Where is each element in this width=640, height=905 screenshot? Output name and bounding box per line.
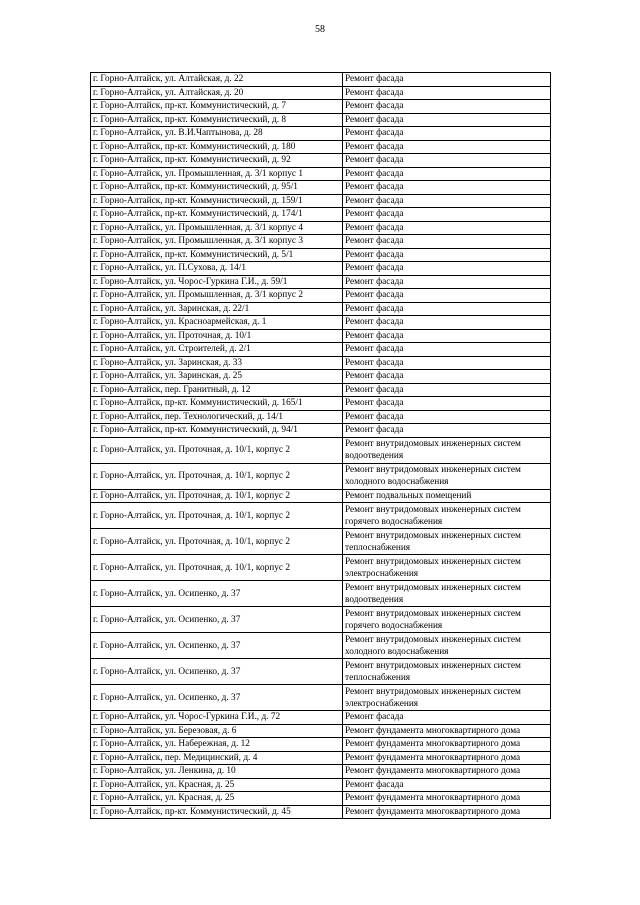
- address-cell: г. Горно-Алтайск, пр-кт. Коммунистический, д. 8: [91, 113, 343, 127]
- address-cell: г. Горно-Алтайск, пер. Медицинский, д. 4: [91, 751, 343, 765]
- work-type-cell: Ремонт внутридомовых инженерных систем горячего водоснабжения: [343, 607, 551, 633]
- table-row: [91, 100, 551, 114]
- address-cell: г. Горно-Алтайск, ул. Осипенко, д. 37: [91, 581, 343, 607]
- address-cell: г. Горно-Алтайск, пр-кт. Коммунистический, д. 45: [91, 805, 343, 819]
- table-row: [91, 633, 551, 659]
- work-type-cell: Ремонт фасада: [343, 221, 551, 235]
- table-row: [91, 235, 551, 249]
- work-type-cell: Ремонт внутридомовых инженерных систем теплоснабжения: [343, 529, 551, 555]
- table-row: [91, 181, 551, 195]
- address-cell: г. Горно-Алтайск, ул. Промышленная, д. 3/1 корпус 1: [91, 167, 343, 181]
- address-cell: г. Горно-Алтайск, ул. Ленкина, д. 10: [91, 765, 343, 779]
- address-cell: г. Горно-Алтайск, ул. В.И.Чаптынова, д. 28: [91, 127, 343, 141]
- work-type-cell: Ремонт фасада: [343, 113, 551, 127]
- works-table: [90, 72, 551, 819]
- address-cell: г. Горно-Алтайск, ул. Проточная, д. 10/1: [91, 329, 343, 343]
- table-row: [91, 489, 551, 503]
- work-type-cell: Ремонт фасада: [343, 235, 551, 249]
- table-row: [91, 659, 551, 685]
- table-row: [91, 329, 551, 343]
- work-type-cell: Ремонт фасада: [343, 73, 551, 87]
- table-row: [91, 751, 551, 765]
- table-row: [91, 685, 551, 711]
- address-cell: г. Горно-Алтайск, ул. Промышленная, д. 3/1 корпус 2: [91, 289, 343, 303]
- table-row: [91, 73, 551, 87]
- page-number: 58: [315, 24, 325, 35]
- address-cell: г. Горно-Алтайск, ул. Чорос-Гуркина Г.И., д. 72: [91, 711, 343, 725]
- table-row: [91, 463, 551, 489]
- table-row: [91, 424, 551, 438]
- work-type-cell: Ремонт внутридомовых инженерных систем электроснабжения: [343, 685, 551, 711]
- table-row: [91, 140, 551, 154]
- work-type-cell: Ремонт внутридомовых инженерных систем водоотведения: [343, 581, 551, 607]
- table-row: [91, 410, 551, 424]
- address-cell: г. Горно-Алтайск, пр-кт. Коммунистический, д. 92: [91, 154, 343, 168]
- table-row: [91, 316, 551, 330]
- table-row: [91, 581, 551, 607]
- address-cell: г. Горно-Алтайск, ул. Красная, д. 25: [91, 792, 343, 806]
- work-type-cell: Ремонт фасада: [343, 410, 551, 424]
- work-type-cell: Ремонт фасада: [343, 181, 551, 195]
- work-type-cell: Ремонт внутридомовых инженерных систем холодного водоснабжения: [343, 633, 551, 659]
- work-type-cell: Ремонт фундамента многоквартирного дома: [343, 765, 551, 779]
- work-type-cell: Ремонт внутридомовых инженерных систем холодного водоснабжения: [343, 463, 551, 489]
- address-cell: г. Горно-Алтайск, ул. Осипенко, д. 37: [91, 633, 343, 659]
- table-row: [91, 262, 551, 276]
- address-cell: г. Горно-Алтайск, ул. Осипенко, д. 37: [91, 659, 343, 685]
- work-type-cell: Ремонт фасада: [343, 154, 551, 168]
- table-row: [91, 356, 551, 370]
- work-type-cell: Ремонт внутридомовых инженерных систем водоотведения: [343, 437, 551, 463]
- work-type-cell: Ремонт фасада: [343, 194, 551, 208]
- work-type-cell: Ремонт внутридомовых инженерных систем электроснабжения: [343, 555, 551, 581]
- table-row: [91, 778, 551, 792]
- table-row: [91, 805, 551, 819]
- work-type-cell: Ремонт фундамента многоквартирного дома: [343, 792, 551, 806]
- work-type-cell: Ремонт фундамента многоквартирного дома: [343, 738, 551, 752]
- work-type-cell: Ремонт фасада: [343, 343, 551, 357]
- work-type-cell: Ремонт фасада: [343, 778, 551, 792]
- address-cell: г. Горно-Алтайск, пер. Технологический, д. 14/1: [91, 410, 343, 424]
- address-cell: г. Горно-Алтайск, пр-кт. Коммунистический, д. 94/1: [91, 424, 343, 438]
- work-type-cell: Ремонт фасада: [343, 127, 551, 141]
- address-cell: г. Горно-Алтайск, пр-кт. Коммунистический, д. 159/1: [91, 194, 343, 208]
- table-row: [91, 302, 551, 316]
- work-type-cell: Ремонт внутридомовых инженерных систем горячего водоснабжения: [343, 503, 551, 529]
- work-type-cell: Ремонт фасада: [343, 711, 551, 725]
- address-cell: г. Горно-Алтайск, ул. Заринская, д. 22/1: [91, 302, 343, 316]
- address-cell: г. Горно-Алтайск, ул. Заринская, д. 33: [91, 356, 343, 370]
- table-row: [91, 765, 551, 779]
- table-row: [91, 86, 551, 100]
- address-cell: г. Горно-Алтайск, ул. Промышленная, д. 3/1 корпус 3: [91, 235, 343, 249]
- work-type-cell: Ремонт фасада: [343, 140, 551, 154]
- address-cell: г. Горно-Алтайск, ул. Проточная, д. 10/1, корпус 2: [91, 529, 343, 555]
- address-cell: г. Горно-Алтайск, ул. Осипенко, д. 37: [91, 685, 343, 711]
- work-type-cell: Ремонт фундамента многоквартирного дома: [343, 724, 551, 738]
- table-row: [91, 397, 551, 411]
- address-cell: г. Горно-Алтайск, ул. Промышленная, д. 3/1 корпус 4: [91, 221, 343, 235]
- work-type-cell: Ремонт фундамента многоквартирного дома: [343, 805, 551, 819]
- address-cell: г. Горно-Алтайск, ул. Набережная, д. 12: [91, 738, 343, 752]
- address-cell: г. Горно-Алтайск, пр-кт. Коммунистический, д. 5/1: [91, 248, 343, 262]
- address-cell: г. Горно-Алтайск, пр-кт. Коммунистический, д. 180: [91, 140, 343, 154]
- address-cell: г. Горно-Алтайск, ул. Березовая, д. 6: [91, 724, 343, 738]
- work-type-cell: Ремонт подвальных помещений: [343, 489, 551, 503]
- works-table-body: [91, 73, 551, 819]
- work-type-cell: Ремонт фасада: [343, 248, 551, 262]
- table-row: [91, 437, 551, 463]
- address-cell: г. Горно-Алтайск, ул. Алтайская, д. 22: [91, 73, 343, 87]
- address-cell: г. Горно-Алтайск, пр-кт. Коммунистический, д. 174/1: [91, 208, 343, 222]
- table-row: [91, 127, 551, 141]
- address-cell: г. Горно-Алтайск, пр-кт. Коммунистический, д. 165/1: [91, 397, 343, 411]
- address-cell: г. Горно-Алтайск, ул. Проточная, д. 10/1, корпус 2: [91, 503, 343, 529]
- work-type-cell: Ремонт фасада: [343, 167, 551, 181]
- work-type-cell: Ремонт фасада: [343, 356, 551, 370]
- address-cell: г. Горно-Алтайск, ул. Проточная, д. 10/1, корпус 2: [91, 437, 343, 463]
- table-row: [91, 289, 551, 303]
- table-row: [91, 248, 551, 262]
- table-row: [91, 529, 551, 555]
- table-row: [91, 221, 551, 235]
- table-row: [91, 555, 551, 581]
- table-row: [91, 370, 551, 384]
- work-type-cell: Ремонт фасада: [343, 383, 551, 397]
- table-row: [91, 711, 551, 725]
- address-cell: г. Горно-Алтайск, пр-кт. Коммунистический, д. 95/1: [91, 181, 343, 195]
- address-cell: г. Горно-Алтайск, пер. Гранитный, д. 12: [91, 383, 343, 397]
- address-cell: г. Горно-Алтайск, ул. Красноармейская, д. 1: [91, 316, 343, 330]
- work-type-cell: Ремонт внутридомовых инженерных систем теплоснабжения: [343, 659, 551, 685]
- table-row: [91, 503, 551, 529]
- address-cell: г. Горно-Алтайск, ул. Чорос-Гуркина Г.И., д. 59/1: [91, 275, 343, 289]
- address-cell: г. Горно-Алтайск, пр-кт. Коммунистический, д. 7: [91, 100, 343, 114]
- work-type-cell: Ремонт фасада: [343, 275, 551, 289]
- address-cell: г. Горно-Алтайск, ул. Проточная, д. 10/1, корпус 2: [91, 489, 343, 503]
- address-cell: г. Горно-Алтайск, ул. Проточная, д. 10/1, корпус 2: [91, 463, 343, 489]
- table-row: [91, 607, 551, 633]
- work-type-cell: Ремонт фасада: [343, 316, 551, 330]
- table-row: [91, 154, 551, 168]
- table-row: [91, 275, 551, 289]
- address-cell: г. Горно-Алтайск, ул. Строителей, д. 2/1: [91, 343, 343, 357]
- address-cell: г. Горно-Алтайск, ул. Заринская, д. 25: [91, 370, 343, 384]
- address-cell: г. Горно-Алтайск, ул. Красная, д. 25: [91, 778, 343, 792]
- table-row: [91, 383, 551, 397]
- work-type-cell: Ремонт фасада: [343, 397, 551, 411]
- work-type-cell: Ремонт фасада: [343, 302, 551, 316]
- work-type-cell: Ремонт фасада: [343, 289, 551, 303]
- work-type-cell: Ремонт фасада: [343, 329, 551, 343]
- work-type-cell: Ремонт фасада: [343, 100, 551, 114]
- work-type-cell: Ремонт фасада: [343, 86, 551, 100]
- table-row: [91, 343, 551, 357]
- work-type-cell: Ремонт фасада: [343, 208, 551, 222]
- address-cell: г. Горно-Алтайск, ул. Осипенко, д. 37: [91, 607, 343, 633]
- table-row: [91, 738, 551, 752]
- table-row: [91, 792, 551, 806]
- address-cell: г. Горно-Алтайск, ул. Алтайская, д. 20: [91, 86, 343, 100]
- address-cell: г. Горно-Алтайск, ул. П.Сухова, д. 14/1: [91, 262, 343, 276]
- work-type-cell: Ремонт фасада: [343, 424, 551, 438]
- table-row: [91, 194, 551, 208]
- table-row: [91, 167, 551, 181]
- table-row: [91, 724, 551, 738]
- address-cell: г. Горно-Алтайск, ул. Проточная, д. 10/1, корпус 2: [91, 555, 343, 581]
- table-row: [91, 113, 551, 127]
- table-row: [91, 208, 551, 222]
- work-type-cell: Ремонт фасада: [343, 262, 551, 276]
- work-type-cell: Ремонт фасада: [343, 370, 551, 384]
- work-type-cell: Ремонт фундамента многоквартирного дома: [343, 751, 551, 765]
